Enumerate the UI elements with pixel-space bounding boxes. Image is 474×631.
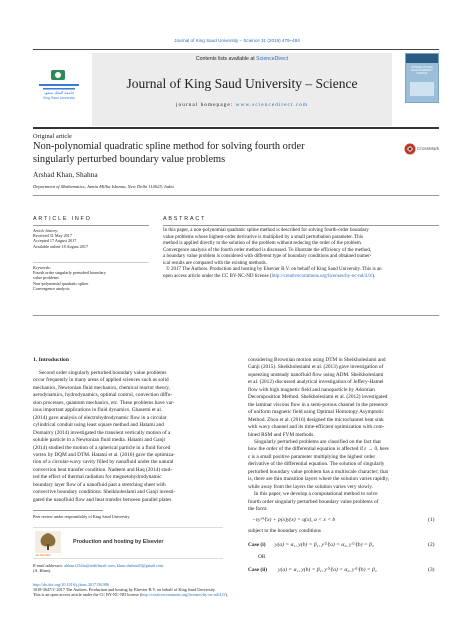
history-accepted: Accepted 17 August 2017 <box>33 238 77 244</box>
article-type: Original article <box>33 133 72 140</box>
abstract-heading: ABSTRACT <box>163 216 207 222</box>
production-hosting: Production and hosting by Elsevier <box>73 539 164 545</box>
contents-line: Contents lists available at ScienceDirect <box>195 56 289 62</box>
equation-1-number: (1) <box>428 517 435 523</box>
king-saud-logo-icon <box>33 66 85 108</box>
crossmark-icon <box>404 143 416 155</box>
case-1-equation: y(a) = α₁, y(b) = β₁, y⁽²⁾(a) = α₂, y⁽²⁾(b) = β₂ <box>275 542 374 548</box>
subject-text: subject to the boundary conditions <box>248 528 321 534</box>
footer-license-link[interactable]: http://creativecommons.org/licenses/by-nc-nd/4.0/ <box>141 592 226 598</box>
journal-citation[interactable]: Journal of King Saud University – Science 31 (2019) 479–484 <box>174 38 300 43</box>
history-label: Article history: <box>33 228 59 233</box>
crossmark-label: CrossMark <box>417 146 440 151</box>
elsevier-tree-icon <box>35 531 61 553</box>
title-line-2: singularly perturbed boundary value problems <box>33 153 226 165</box>
elsevier-label: ELSEVIER <box>36 553 51 557</box>
article-history <box>33 228 149 249</box>
affiliation: Department of Mathematics, Jamia Millia Islamia, New Delhi 110025, India <box>33 184 174 189</box>
case-1-label: Case (i) <box>248 542 266 548</box>
intro-right-column: considering Brownian motion using DTM in Sheikholeslami and Ganji (2015). Sheikholeslami et al. (2013) gave investigation of squeezing unsteady nanofluid flow using ADM. Sheikholeslami et al. (2012) discussed analytical investigation of Jeffery-Hamel flow with high magnetic field and nanoparticle by Adomian Decomposition Method. Sheikholeslami et al. (2012) investigated the laminar viscous flow in a semi-porous channel in the presence of uniform magnetic field using Optimal Homotopy Asymptotic Method. Zhou et al. (2016) designed the microchannel heat sink with wavy channel and its time-efficient optimization with com- bined RSM and FVM methods. Singularly perturbed problems are classified on the fact that how the order of the differential equation is affected if ε → 0, here ε is a small positive parameter multiplying the highest order derivative of the differential equation. The solution of singularly perturbed boundary value problem has a multiscale character; that is, there are thin transition layers where the solution varies rapidly, while away from the layers the solution varies very slowly. In this paper, we develop a computational method to solve fourth order singularly perturbed boundary value problems of the form: <box>248 357 390 513</box>
doi-link[interactable]: http://dx.doi.org/10.1016/j.jksus.2017.08.006 <box>33 582 109 587</box>
journal-cover-image <box>405 53 439 103</box>
intro-left-column: Second order singularly perturbed boundary value problems occur frequently in many areas of applied sciences such as solid mechanics, Newtonian fluid mechanics, chemical reactor theory, aerodynamics, hydrodynamics, optimal control, convection diffu- sion processes, quantum mechanics, etc. These problems have var- ious important applications in fluid dynamics. Ghasemi et al. (2014) gave analysis of electrohydrodynamic flow in a circular cylindrical conduit using least square method and Hatami and Domairry (2014) investigated the transient vertically motion of a soluble particle in a Newtonian fluid media. Hatami and Ganji (2014) studied the motion of a spherical particle in a fluid forced vortex by DQM and DTM. Hatami et al. (2016) gave the optimiza- tion of a circular-wavy cavity filled by nanofluid under the natural convection heat transfer condition. Nadeem and Haq (2014) stud- ied the effect of thermal radiation for megnetohydrodynamic boundary layer flow of a nanofluid past a stretching sheet with convective boundary conditions. Sheikholeslami and Ganji investi- gated the nanofluid flow and heat transfer between parallel plates <box>33 370 176 503</box>
publisher-logo <box>33 66 85 108</box>
homepage-line: journal homepage: www.sciencedirect.com <box>175 102 309 108</box>
section-heading-introduction: 1. Introduction <box>33 357 69 363</box>
issn-line: 1018-3647/© 2017 The Authors. Production and hosting by Elsevier B.V. on behalf of King Saud University. <box>33 587 216 593</box>
abstract-license-2: open access article under the CC BY-NC-ND license (http://creativecommons.org/licenses/by-nc-nd/4.0/). <box>163 273 376 279</box>
article-title <box>33 141 403 166</box>
email-1-link[interactable]: akhan1234in@rediffmail.com <box>64 563 115 568</box>
email-line: E-mail addresses: akhan1234in@rediffmail.com, khan.shahna43@gmail.com (A. Khan). <box>33 563 233 573</box>
keywords-label: Keywords: <box>33 265 51 270</box>
abstract-license-1: © 2017 The Authors. Production and hosting by Elsevier B.V. on behalf of King Saud University. This is an <box>166 267 382 272</box>
sciencedirect-link[interactable]: ScienceDirect <box>256 56 289 62</box>
peer-review-note: Peer review under responsibility of King Saud University. <box>33 514 131 519</box>
history-online: Available online 18 August 2017 <box>33 243 89 249</box>
case-1-number: (2) <box>428 542 435 548</box>
open-access-line: This is an open access article under the CC BY-NC-ND license (http://creativecommons.org/licenses/by-nc-nd/4.0/). <box>33 592 229 598</box>
homepage-link[interactable]: www.sciencedirect.com <box>235 102 309 108</box>
keyword-2: Non-polynomial quadratic spline <box>33 280 89 286</box>
elsevier-box <box>33 527 223 559</box>
article-info-heading: ARTICLE INFO <box>33 216 92 222</box>
title-line-1: Non-polynomial quadratic spline method for solving fourth order <box>33 141 305 152</box>
keyword-1b: value problems <box>33 275 59 281</box>
equation-1: −εy⁽⁴⁾(x) + p(x)y(x) = q(x), a < x < b <box>252 517 336 523</box>
keyword-1: Fourth order singularly perturbed boundary <box>33 270 106 276</box>
or-text: OR <box>258 554 266 560</box>
abstract-text: In this paper, a non-polynomial quadratic spline method is described for solving fourth-order boundary value problems whose highest-order derivative is multiplied by a small perturbation parameter. This method is applied directly to the solution of the problem without reducing the order of the problem. Convergence analysis of the fourth order method is discussed. To illustrate the efficiency of the method, a boundary value problem is considered with different type of boundary conditions and obtained numer- ical results are compared with the existing methods. © 2017 The Authors. Production and hosting by Elsevier B.V. on behalf of King Saud University. This is an open access article under the CC BY-NC-ND license (http://creativecommons.org/licenses/by-nc-nd/4.0/). <box>163 228 439 280</box>
email-name: (A. Khan). <box>33 568 52 574</box>
authors: Arshad Khan, Shahna <box>33 170 98 179</box>
publisher-logo-sub: King Saud University <box>43 96 75 100</box>
journal-name: Journal of King Saud University – Science <box>126 76 358 91</box>
abstract-license-link[interactable]: http://creativecommons.org/licenses/by-nc-nd/4.0/ <box>271 273 373 279</box>
keyword-3: Convergence analysis <box>33 285 70 291</box>
history-received: Received 31 May 2017 <box>33 233 72 239</box>
case-2-label: Case (ii) <box>248 567 268 573</box>
cover-text: JOURNAL OF KING SAUD UNIVERSITY SCIENCE <box>411 66 433 75</box>
case-2-number: (3) <box>428 567 435 573</box>
case-2-equation: y(a) = α₁, y(b) = β₁, y⁽¹⁾(a) = α₂, y⁽¹⁾(b) = β₂ <box>278 567 377 573</box>
email-2-link[interactable]: khan.shahna43@gmail.com <box>116 563 164 568</box>
publisher-logo-text: جامعة الملك سعود <box>43 90 75 95</box>
footer-publication-info <box>33 582 443 598</box>
keywords <box>33 265 149 291</box>
crossmark-badge[interactable] <box>404 142 444 156</box>
